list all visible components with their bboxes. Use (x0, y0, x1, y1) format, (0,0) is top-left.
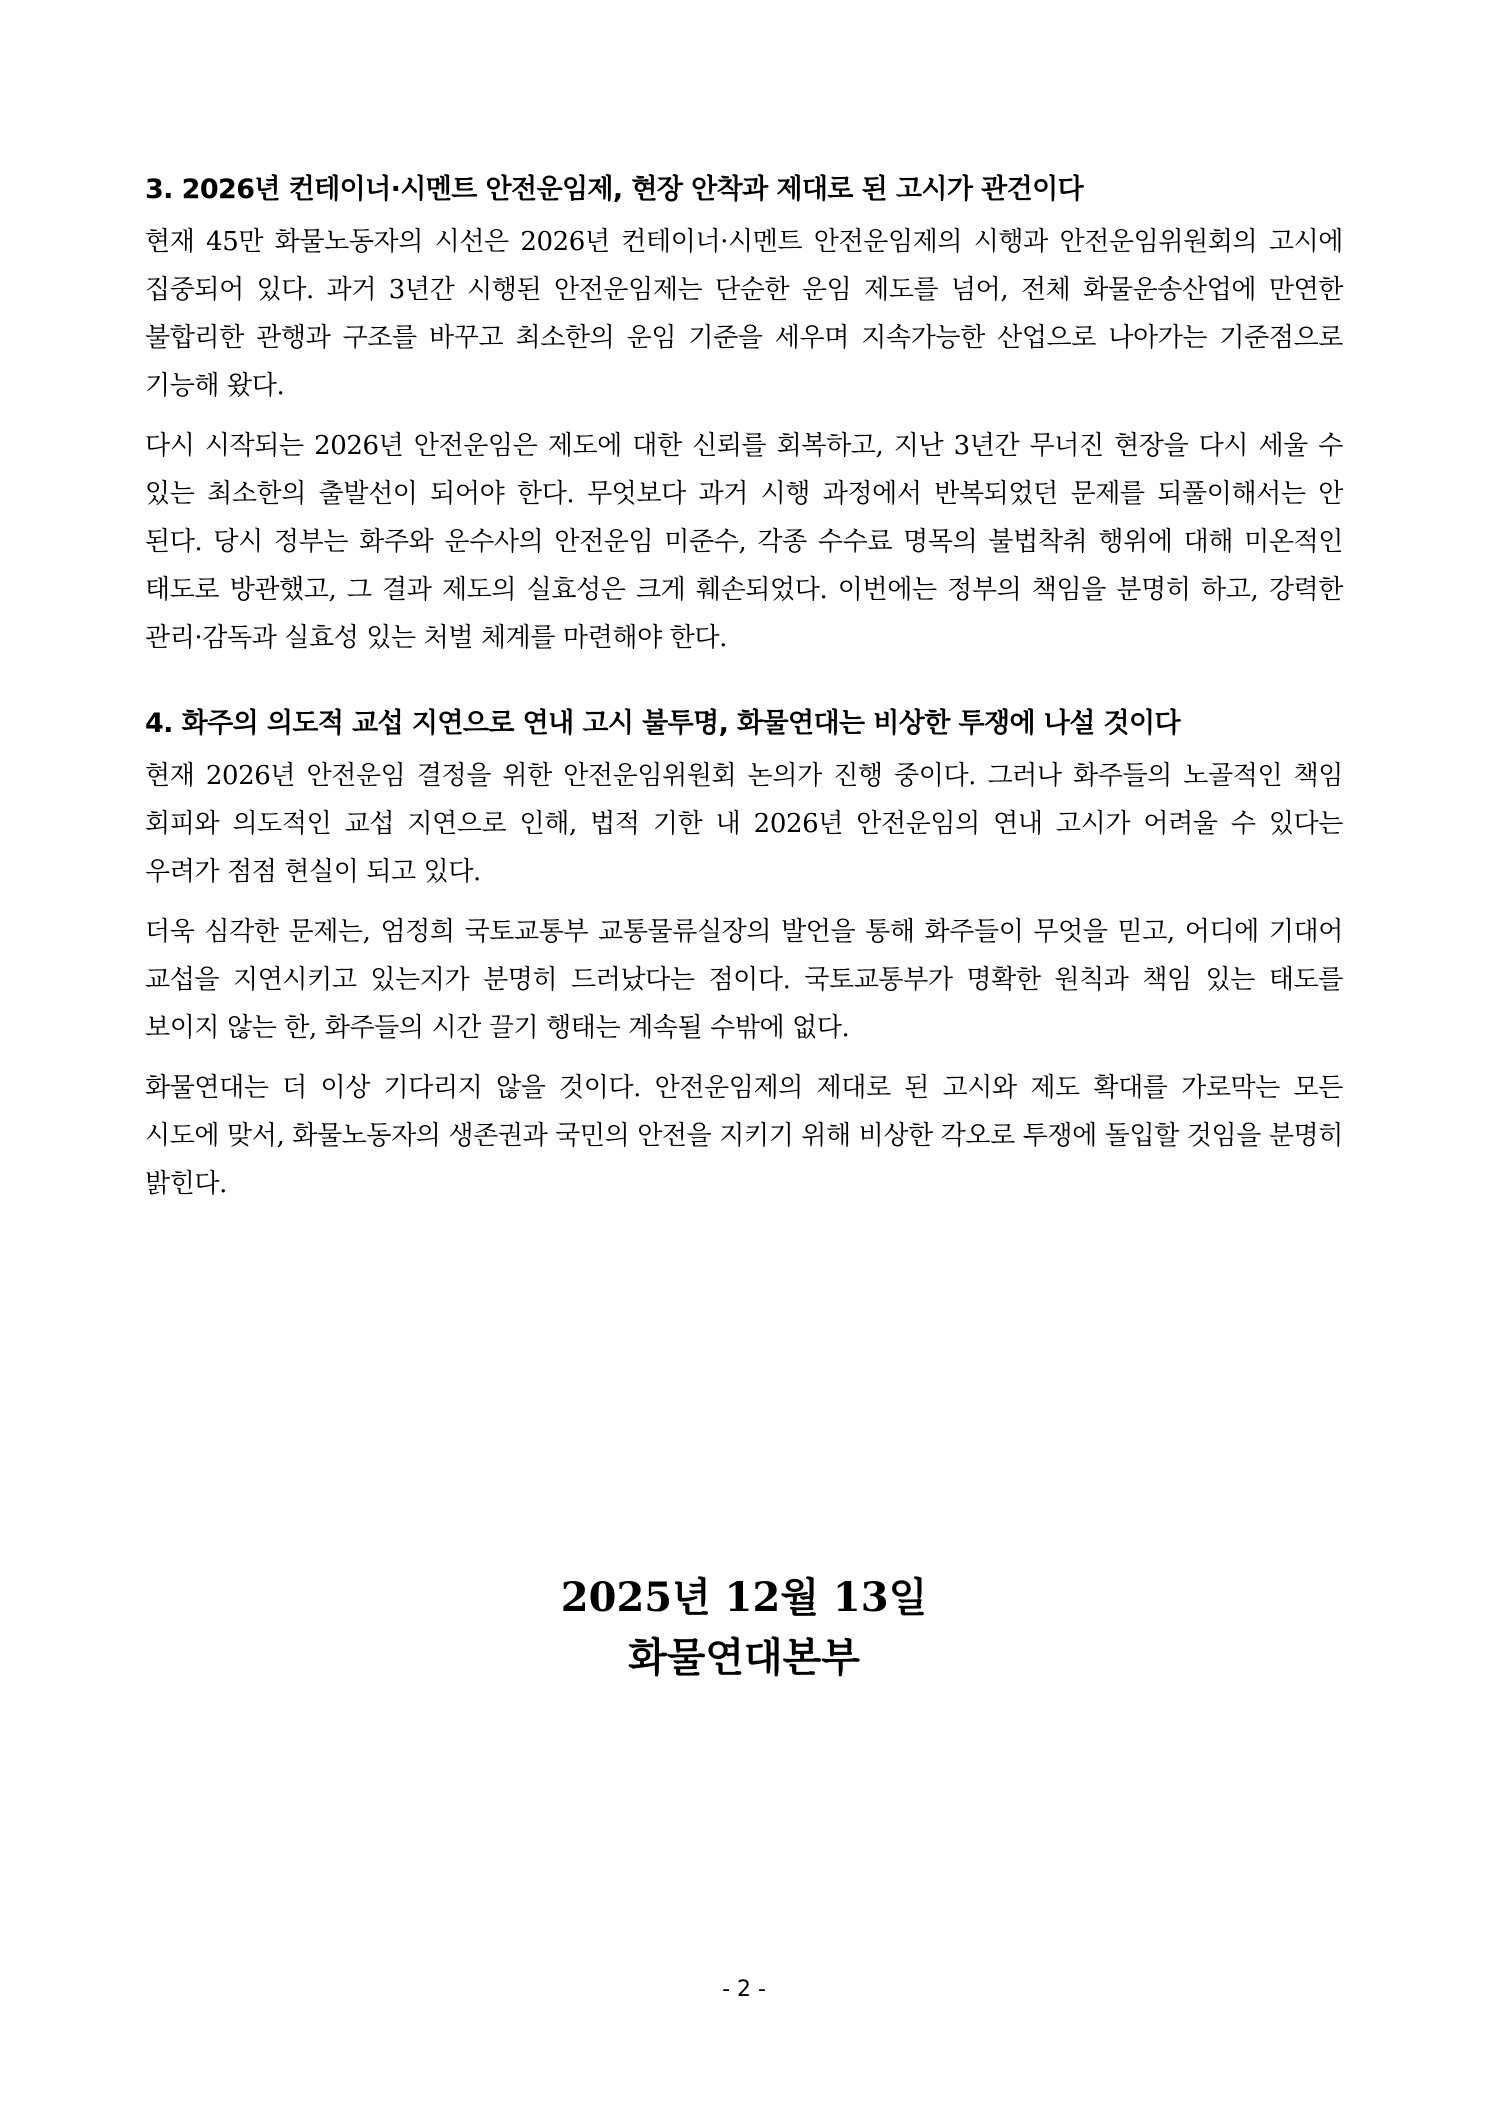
section-heading: 4. 화주의 의도적 교섭 지연으로 연내 고시 불투명, 화물연대는 비상한 투쟁에 나설 것이다 (145, 708, 1180, 739)
page-number: - 2 - (722, 1977, 766, 2002)
paragraph: 현재 2026년 안전운임 결정을 위한 안전운임위원회 논의가 진행 중이다. 그러나 화주들의 노골적인 책임 회피와 의도적인 교섭 지연으로 인해, 법적 기한 내 2026년 안전운임의 연내 고시가 어려울 수 있다는 우려가 점점 현실이 되고 있다. (145, 761, 1343, 887)
paragraph: 더욱 심각한 문제는, 엄정희 국토교통부 교통물류실장의 발언을 통해 화주들이 무엇을 믿고, 어디에 기대어 교섭을 지연시키고 있는지가 분명히 드러났다는 점이다. 국토교통부가 명확한 원칙과 책임 있는 태도를 보이지 않는 한, 화주들의 시간 끌기 행태는 계속될 수밖에 없다. (145, 917, 1343, 1043)
section-heading: 3. 2026년 컨테이너·시멘트 안전운임제, 현장 안착과 제대로 된 고시가 관건이다 (145, 174, 1084, 205)
signature-block (0, 1568, 1488, 1688)
section-4 (145, 702, 1343, 1208)
paragraph: 화물연대는 더 이상 기다리지 않을 것이다. 안전운임제의 제대로 된 고시와 제도 확대를 가로막는 모든 시도에 맞서, 화물노동자의 생존권과 국민의 안전을 지키기 위해 비상한 각오로 투쟁에 돌입할 것임을 분명히 밝힌다. (145, 1073, 1343, 1199)
signature-date: 2025년 12월 13일 (560, 1574, 928, 1621)
document-body (145, 168, 1343, 1220)
paragraph: 현재 45만 화물노동자의 시선은 2026년 컨테이너·시멘트 안전운임제의 시행과 안전운임위원회의 고시에 집중되어 있다. 과거 3년간 시행된 안전운임제는 단순한 운임 제도를 넘어, 전체 화물운송산업에 만연한 불합리한 관행과 구조를 바꾸고 최소한의 운임 기준을 세우며 지속가능한 산업으로 나아가는 기준점으로 기능해 왔다. (145, 227, 1343, 401)
signature-organization: 화물연대본부 (628, 1634, 860, 1681)
paragraph: 다시 시작되는 2026년 안전운임은 제도에 대한 신뢰를 회복하고, 지난 3년간 무너진 현장을 다시 세울 수 있는 최소한의 출발선이 되어야 한다. 무엇보다 과거 시행 과정에서 반복되었던 문제를 되풀이해서는 안 된다. 당시 정부는 화주와 운수사의 안전운임 미준수, 각종 수수료 명목의 불법착취 행위에 대해 미온적인 태도로 방관했고, 그 결과 제도의 실효성은 크게 훼손되었다. 이번에는 정부의 책임을 분명히 하고, 강력한 관리·감독과 실효성 있는 처벌 체계를 마련해야 한다. (145, 431, 1343, 653)
section-3 (145, 168, 1343, 662)
